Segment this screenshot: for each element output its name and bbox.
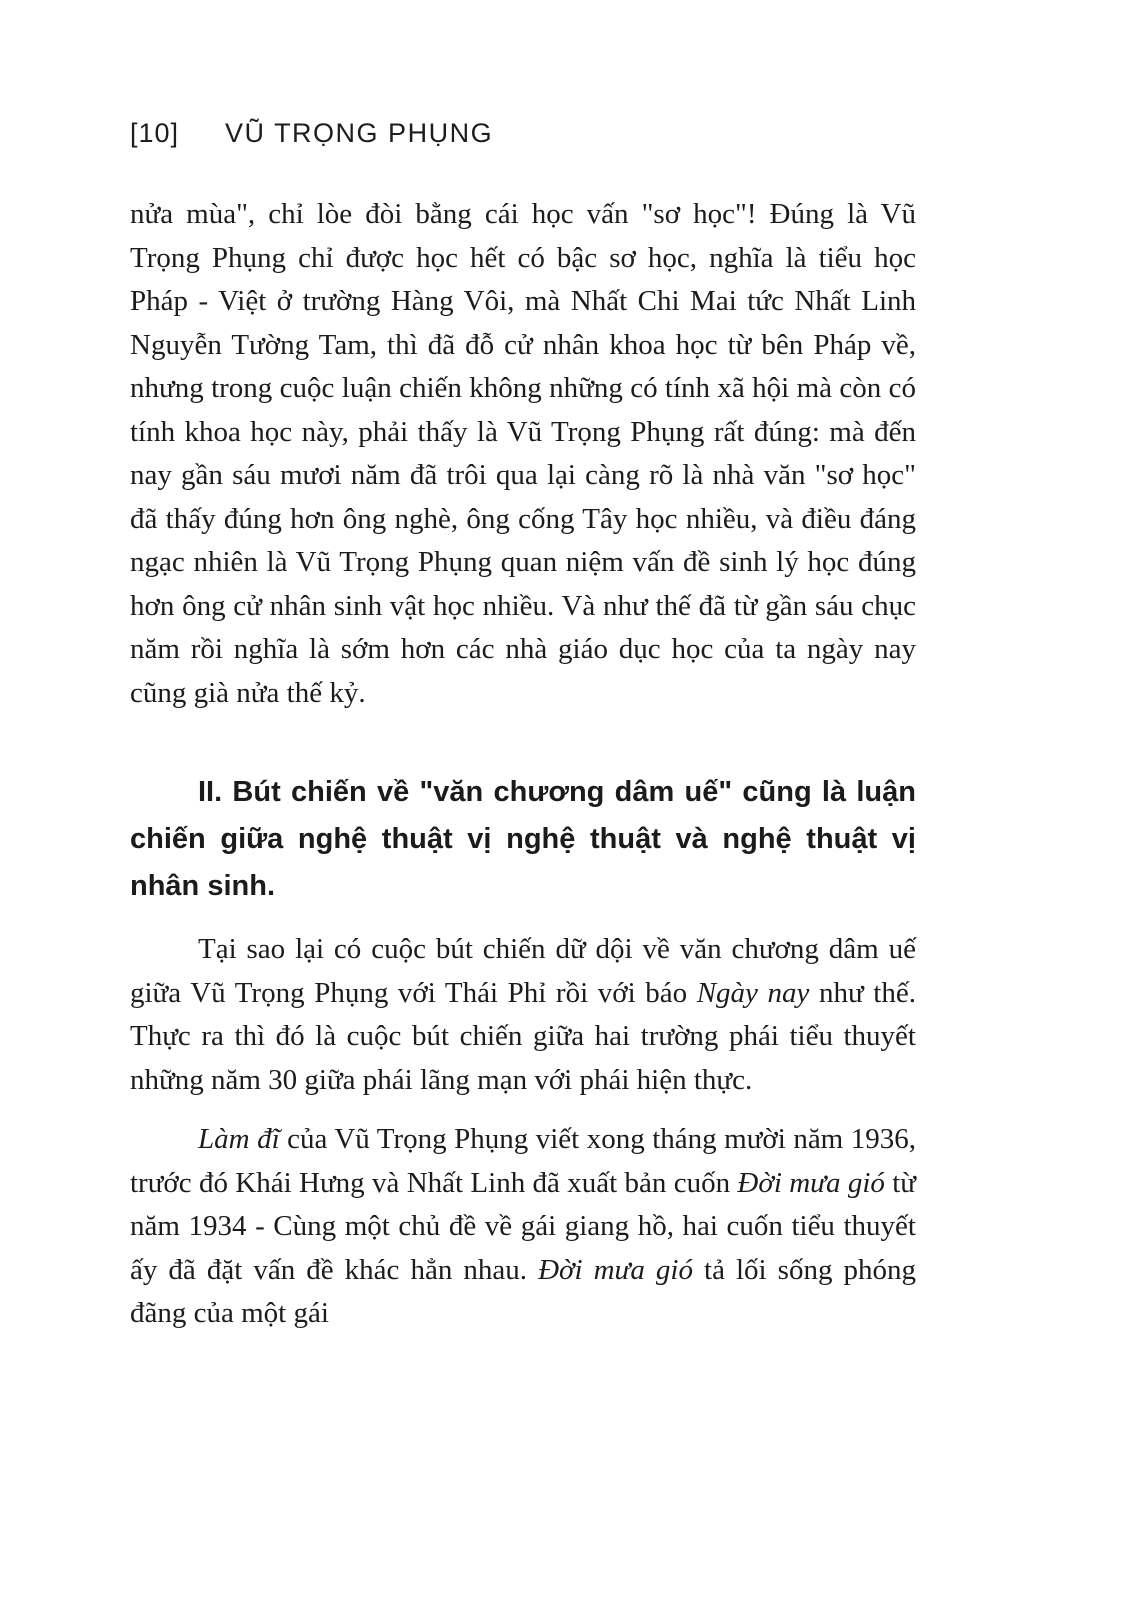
- book-title-italic: Làm đĩ: [198, 1123, 280, 1155]
- journal-title-italic: Ngày nay: [696, 976, 810, 1009]
- paragraph-text: như thế. Thực ra thì đó là cuộc bút chiến giữa hai trường phái tiểu thuyết những năm 30 giữa phái lãng mạn với phái hiện thực.: [130, 976, 916, 1096]
- paragraph-text: Tại sao lại có cuộc bút chiến dữ dội về văn chương dâm uế giữa Vũ Trọng Phụng với Thái Phỉ rồi với báo: [130, 933, 916, 1009]
- paragraph: [130, 928, 916, 1102]
- running-title: VŨ TRỌNG PHỤNG: [225, 118, 494, 148]
- paragraph-text: tả lối sống phóng đãng của một gái: [130, 1253, 916, 1329]
- paragraph-text: từ năm 1934 - Cùng một chủ đề về gái giang hồ, hai cuốn tiểu thuyết ấy đã đặt vấn đề khác hẳn nhau.: [130, 1166, 917, 1286]
- paragraph-text: của Vũ Trọng Phụng viết xong tháng mười năm 1936, trước đó Khái Hưng và Nhất Linh đã xuất bản cuốn: [130, 1123, 916, 1199]
- page-body: [130, 193, 916, 1336]
- book-title-italic: Đời mưa gió: [538, 1253, 693, 1286]
- page-number: [10]: [130, 118, 180, 148]
- page-header: [130, 118, 916, 149]
- paragraph: [130, 1118, 916, 1336]
- section-heading: II. Bút chiến về "văn chương dâm uế" cũng là luận chiến giữa nghệ thuật vị nghệ thuật và nghệ thuật vị nhân sinh.: [130, 776, 916, 902]
- paragraph-continuation: nửa mùa", chỉ lòe đòi bằng cái học vấn "sơ học"! Đúng là Vũ Trọng Phụng chỉ được học hết có bậc sơ học, nghĩa là tiểu học Pháp - Việt ở trường Hàng Vôi, mà Nhất Chi Mai tức Nhất Linh Nguyễn Tường Tam, thì đã đỗ cử nhân khoa học từ bên Pháp về, nhưng trong cuộc luận chiến không những có tính xã hội mà còn có tính khoa học này, phải thấy là Vũ Trọng Phụng rất đúng: mà đến nay gần sáu mươi năm đã trôi qua lại càng rõ là nhà văn "sơ học" đã thấy đúng hơn ông nghè, ông cống Tây học nhiều, và điều đáng ngạc nhiên là Vũ Trọng Phụng quan niệm vấn đề sinh lý học đúng hơn ông cử nhân sinh vật học nhiều. Và như thế đã từ gần sáu chục năm rồi nghĩa là sớm hơn các nhà giáo dục học của ta ngày nay cũng già nửa thế kỷ.: [130, 198, 916, 709]
- book-title-italic: Đời mưa gió: [737, 1166, 885, 1199]
